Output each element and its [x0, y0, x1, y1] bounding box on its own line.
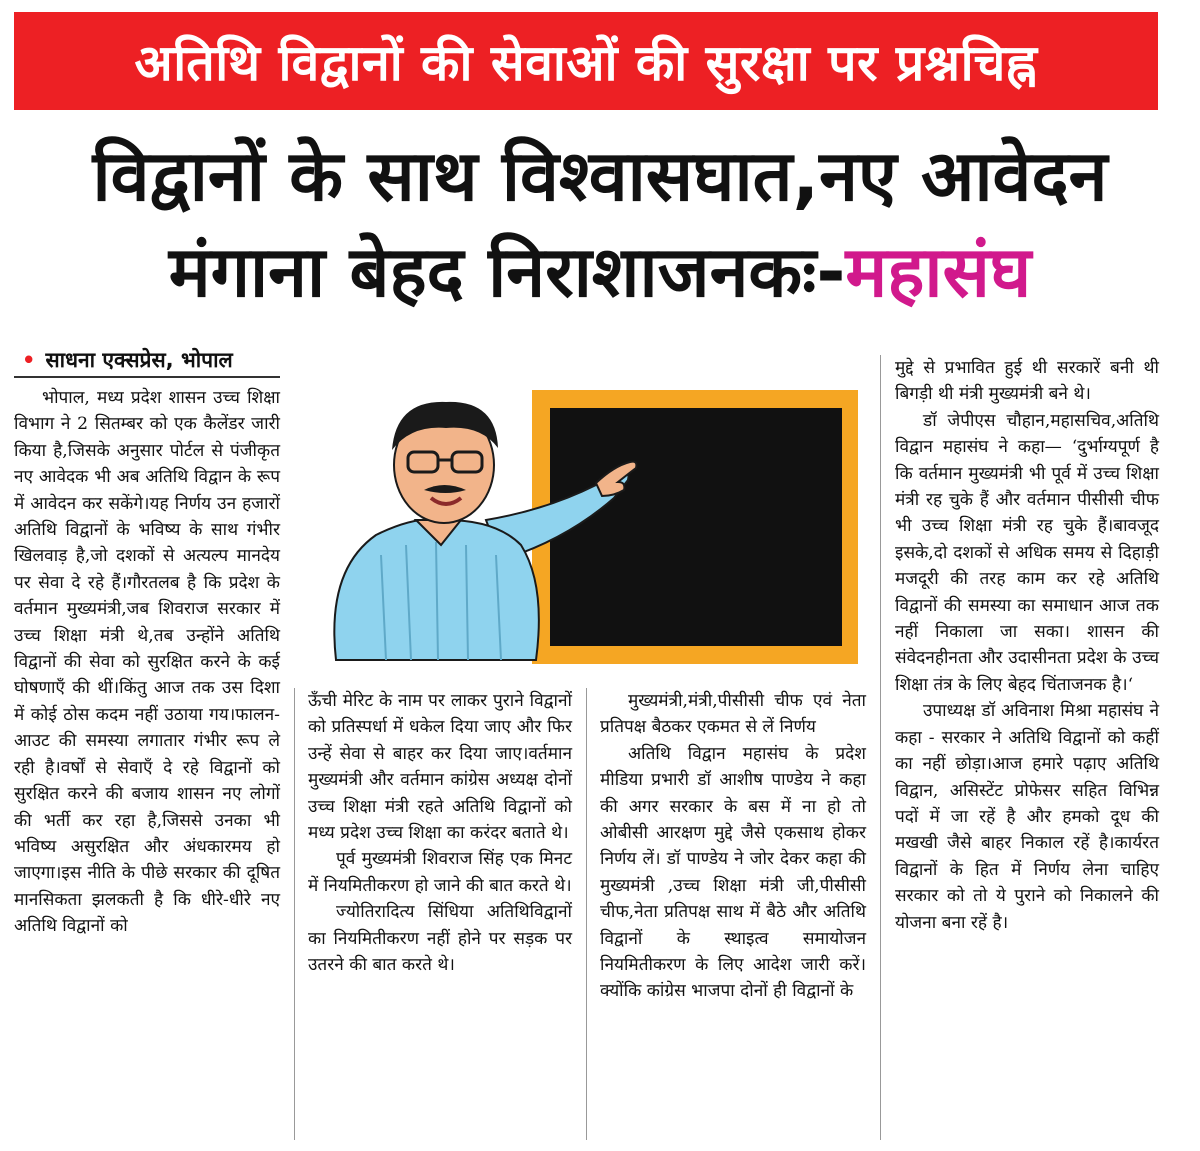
article-column-1 [14, 385, 280, 1145]
article-column-2 [308, 688, 572, 1143]
column-divider [586, 688, 587, 1140]
col3-subhead: मुख्यमंत्री,मंत्री,पीसीसी चीफ एवं नेता प्रतिपक्ष बैठकर एकमत से लें निर्णय [600, 691, 866, 738]
col2-para-1: ऊँची मेरिट के नाम पर लाकर पुराने विद्वानों को प्रतिस्पर्धा में धकेल दिया जाए और फिर उन्हें सेवा से बाहर कर दिया जाए।वर्तमान मुख्यमंत्री और वर्तमान कांग्रेस अध्यक्ष दोनों उच्च शिक्षा मंत्री रहते अतिथि विद्वानों को मध्य प्रदेश उच्च शिक्षा का करंदर बताते थे। [308, 691, 572, 844]
col4-para-2: डॉ जेपीएस चौहान,महासचिव,अतिथि विद्वान महासंघ ने कहा— ‘दुर्भाग्यपूर्ण है कि वर्तमान मुख्यमंत्री भी पूर्व में उच्च शिक्षा मंत्री रह चुके हैं और वर्तमान पीसीसी चीफ भी उच्च शिक्षा मंत्री रह चुके हैं।बावजूद इसके,दो दशकों से अधिक समय से दिहाड़ी मजदूरी की तरह काम कर रहे अतिथि विद्वानों की समस्या का समाधान आज तक नहीं निकाला जा सका। शासन की संवेदनहीनता और उदासीनता प्रदेश के उच्च शिक्षा तंत्र के लिए बेहद चिंताजनक है।‘ [895, 410, 1159, 695]
headline-line-2-main: मंगाना बेहद निराशाजनकः- [168, 231, 846, 313]
article-column-3 [600, 688, 866, 1143]
bullet-icon: • [22, 348, 36, 372]
main-headline [10, 128, 1190, 320]
teacher-at-blackboard-illustration [296, 370, 886, 670]
byline [22, 346, 233, 374]
byline-text: साधना एक्सप्रेस, भोपाल [45, 348, 233, 372]
headline-accent: महासंघ [845, 231, 1032, 313]
blackboard [550, 408, 842, 646]
col3-para-1: अतिथि विद्वान महासंघ के प्रदेश मीडिया प्रभारी डॉ आशीष पाण्डेय ने कहा की अगर सरकार के बस में ना हो तो ओबीसी आरक्षण मुद्दे जैसे एकसाथ होकर निर्णय लें। डॉ पाण्डेय ने जोर देकर कहा की मुख्यमंत्री ,उच्च शिक्षा मंत्री जी,पीसीसी चीफ,नेता प्रतिपक्ष साथ में बैठे और अतिथि विद्वानों के स्थाइत्व समायोजन नियमितीकरण के लिए आदेश जारी करें।क्योंकि कांग्रेस भाजपा दोनों ही विद्वानों के [600, 743, 866, 1002]
col1-para-1: भोपाल, मध्य प्रदेश शासन उच्च शिक्षा विभाग ने 2 सितम्बर को एक कैलेंडर जारी किया है,जिसके अनुसार पोर्टल से पंजीकृत नए आवेदक भी अब अतिथि विद्वान के रूप में आवेदन कर सकेंगे।यह निर्णय उन हजारों अतिथि विद्वानों के भविष्य के साथ गंभीर खिलवाड़ है,जो दशकों से अत्यल्प मानदेय पर सेवा दे रहे हैं।गौरतलब है कि प्रदेश के वर्तमान मुख्यमंत्री,जब शिवराज सरकार में उच्च शिक्षा मंत्री थे,तब उन्होंने अतिथि विद्वानों की सेवा को सुरक्षित करने के कई घोषणाएँ की थीं।किंतु आज तक उस दिशा में कोई ठोस कदम नहीं उठाया गय।फालन-आउट की समस्या लगातार गंभीर रूप ले रही है।वर्षों से सेवाएँ दे रहे विद्वानों को सुरक्षित करने की बजाय शासन नए लोगों की भर्ती कर रहा है,जिससे उनका भी भविष्य असुरक्षित और अंधकारमय हो जाएगा।इस नीति के पीछे सरकार की दूषित मानसिकता झलकती है कि धीरे-धीरे नए अतिथि विद्वानों को [14, 388, 280, 937]
col2-para-2: पूर्व मुख्यमंत्री शिवराज सिंह एक मिनट में नियमितीकरण हो जाने की बात करते थे। [308, 849, 572, 896]
byline-rule [14, 376, 280, 378]
column-divider [294, 688, 295, 1140]
headline-line-2 [10, 224, 1190, 320]
column-divider [880, 355, 881, 1140]
headline-banner [14, 12, 1158, 110]
col2-para-3: ज्योतिरादित्य सिंधिया अतिथिविद्वानों का नियमितीकरण नहीं होने पर सड़क पर उतरने की बात करते थे। [308, 902, 572, 976]
headline-line-1: विद्वानों के साथ विश्वासघात,नए आवेदन [92, 135, 1108, 217]
col4-para-1: मुद्दे से प्रभावित हुई थी सरकारें बनी थी बिगड़ी थी मंत्री मुख्यमंत्री बने थे। [895, 358, 1159, 405]
banner-title: अतिथि विद्वानों की सेवाओं की सुरक्षा पर प्रश्नचिह्न [134, 34, 1038, 92]
article-column-4 [895, 355, 1159, 1145]
col4-para-3: उपाध्यक्ष डॉ अविनाश मिश्रा महासंघ ने कहा - सरकार ने अतिथि विद्वानों को कहीं का नहीं छोड़ा।आज हमारे पढ़ाए अतिथि विद्वान, असिस्टेंट प्रोफेसर सहित विभिन्न पदों में जा रहें है और हमको दूध की मखखी जैसे बाहर निकाल रहें है।कार्यरत विद्वानों के हित में निर्णय लेना चाहिए सरकार को तो ये पुराने को निकालने की योजना बना रहें है। [895, 701, 1159, 933]
